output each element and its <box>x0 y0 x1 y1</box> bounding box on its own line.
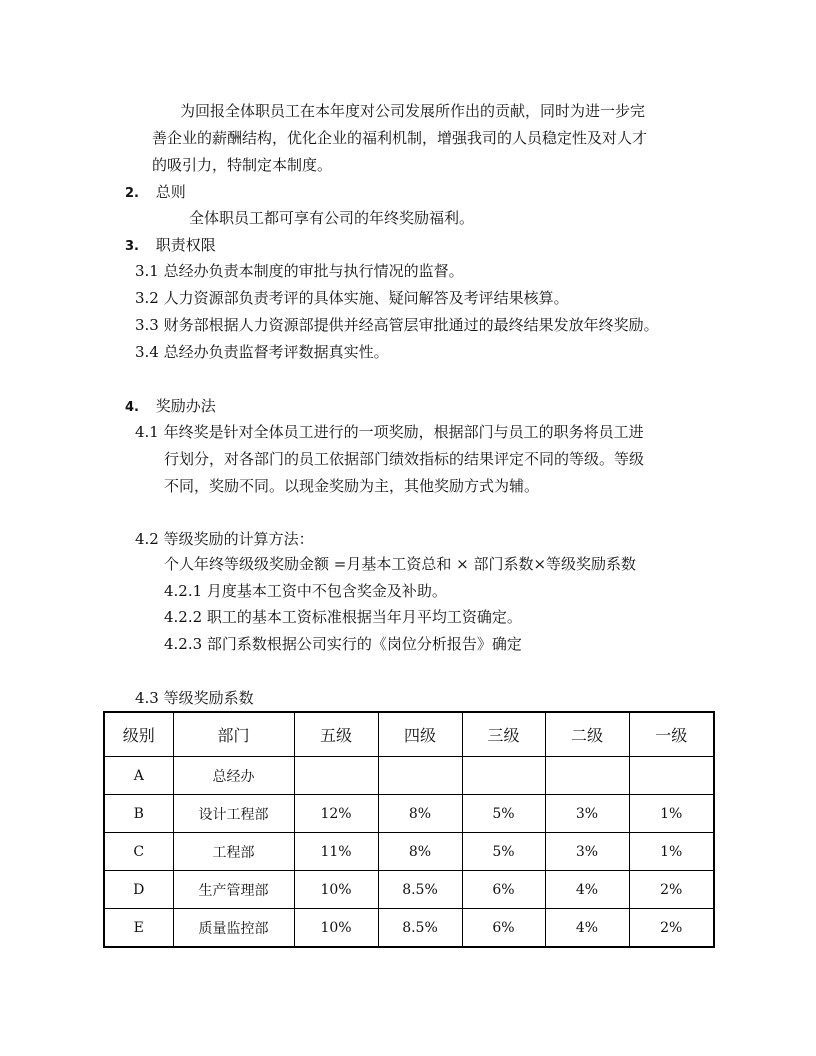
section-3-item: 3.4 总经办负责监督考评数据真实性。 <box>135 343 389 361</box>
table-header-row <box>104 712 714 757</box>
table-cell: 10% <box>294 871 378 909</box>
table-row <box>104 757 714 795</box>
intro-line-3: 的吸引力，特制定本制度。 <box>152 156 333 174</box>
table-cell <box>378 757 462 795</box>
section-3-item: 3.2 人力资源部负责考评的具体实施、疑问解答及考评结果核算。 <box>135 289 569 307</box>
table-header-cell: 二级 <box>545 712 629 757</box>
table-cell: 8% <box>378 833 462 871</box>
table-cell: 质量监控部 <box>173 909 294 948</box>
table-cell: A <box>104 757 173 795</box>
table-cell: 5% <box>462 795 545 833</box>
table-row <box>104 909 714 948</box>
intro-line-1: 为回报全体职员工在本年度对公司发展所作出的贡献，同时为进一步完 <box>180 102 646 120</box>
table-cell: 8.5% <box>378 909 462 948</box>
table-cell: 4% <box>545 871 629 909</box>
section-2-title: 总则 <box>155 183 186 201</box>
table-header-cell: 一级 <box>629 712 714 757</box>
table-row <box>104 795 714 833</box>
table-header-cell: 三级 <box>462 712 545 757</box>
table-cell: 生产管理部 <box>173 871 294 909</box>
formula: 个人年终等级级奖励金额 =月基本工资总和 × 部门系数×等级奖励系数 <box>164 555 637 573</box>
table-cell: 2% <box>629 909 714 948</box>
table-cell: 12% <box>294 795 378 833</box>
table-cell: 6% <box>462 909 545 948</box>
section-4-2-title: 4.2 等级奖励的计算方法： <box>135 530 314 548</box>
section-2-number: 2. <box>125 186 139 201</box>
section-2-body: 全体职员工都可享有公司的年终奖励福利。 <box>189 209 475 227</box>
table-cell: 总经办 <box>173 757 294 795</box>
table-header-cell: 级别 <box>104 712 173 757</box>
section-4-1-line: 4.1 年终奖是针对全体员工进行的一项奖励，根据部门与员工的职务将员工进 <box>135 423 644 441</box>
section-3-number: 3. <box>125 239 139 254</box>
table-cell: 5% <box>462 833 545 871</box>
table-cell: 6% <box>462 871 545 909</box>
table-cell: 4% <box>545 909 629 948</box>
section-4-3-title: 4.3 等级奖励系数 <box>135 689 254 707</box>
table-cell: D <box>104 871 173 909</box>
section-4-1-line: 行划分，对各部门的员工依据部门绩效指标的结果评定不同的等级。等级 <box>164 450 645 468</box>
table-row <box>104 871 714 909</box>
section-4-title: 奖励办法 <box>155 397 216 415</box>
section-3-heading <box>125 235 216 257</box>
table-header-cell: 部门 <box>173 712 294 757</box>
section-3-title: 职责权限 <box>155 236 216 254</box>
section-2-heading <box>125 182 186 204</box>
table-cell: B <box>104 795 173 833</box>
section-4-number: 4. <box>125 400 139 415</box>
table-cell: 3% <box>545 833 629 871</box>
section-3-item: 3.3 财务部根据人力资源部提供并经高管层审批通过的最终结果发放年终奖励。 <box>135 316 659 334</box>
coefficient-table <box>103 711 715 948</box>
table-cell: 工程部 <box>173 833 294 871</box>
table-cell: 8.5% <box>378 871 462 909</box>
table-header-cell: 四级 <box>378 712 462 757</box>
section-4-2-item: 4.2.2 职工的基本工资标准根据当年月平均工资确定。 <box>164 608 522 626</box>
section-4-heading <box>125 396 216 418</box>
section-4-2-item: 4.2.3 部门系数根据公司实行的《岗位分析报告》确定 <box>164 635 522 653</box>
table-cell: 1% <box>629 833 714 871</box>
table-cell: C <box>104 833 173 871</box>
table-header-cell: 五级 <box>294 712 378 757</box>
table-cell <box>294 757 378 795</box>
table-cell: 1% <box>629 795 714 833</box>
table-cell <box>462 757 545 795</box>
table-cell <box>545 757 629 795</box>
section-4-2-item: 4.2.1 月度基本工资中不包含奖金及补助。 <box>164 582 447 600</box>
table-cell: 设计工程部 <box>173 795 294 833</box>
section-4-1-line: 不同，奖励不同。以现金奖励为主，其他奖励方式为辅。 <box>164 477 540 495</box>
table-cell: 10% <box>294 909 378 948</box>
table-row <box>104 833 714 871</box>
table-cell: E <box>104 909 173 948</box>
table-cell: 2% <box>629 871 714 909</box>
table-cell: 8% <box>378 795 462 833</box>
table-cell: 11% <box>294 833 378 871</box>
section-3-item: 3.1 总经办负责本制度的审批与执行情况的监督。 <box>135 262 464 280</box>
table-cell <box>629 757 714 795</box>
table-cell: 3% <box>545 795 629 833</box>
intro-line-2: 善企业的薪酬结构，优化企业的福利机制，增强我司的人员稳定性及对人才 <box>152 129 648 147</box>
